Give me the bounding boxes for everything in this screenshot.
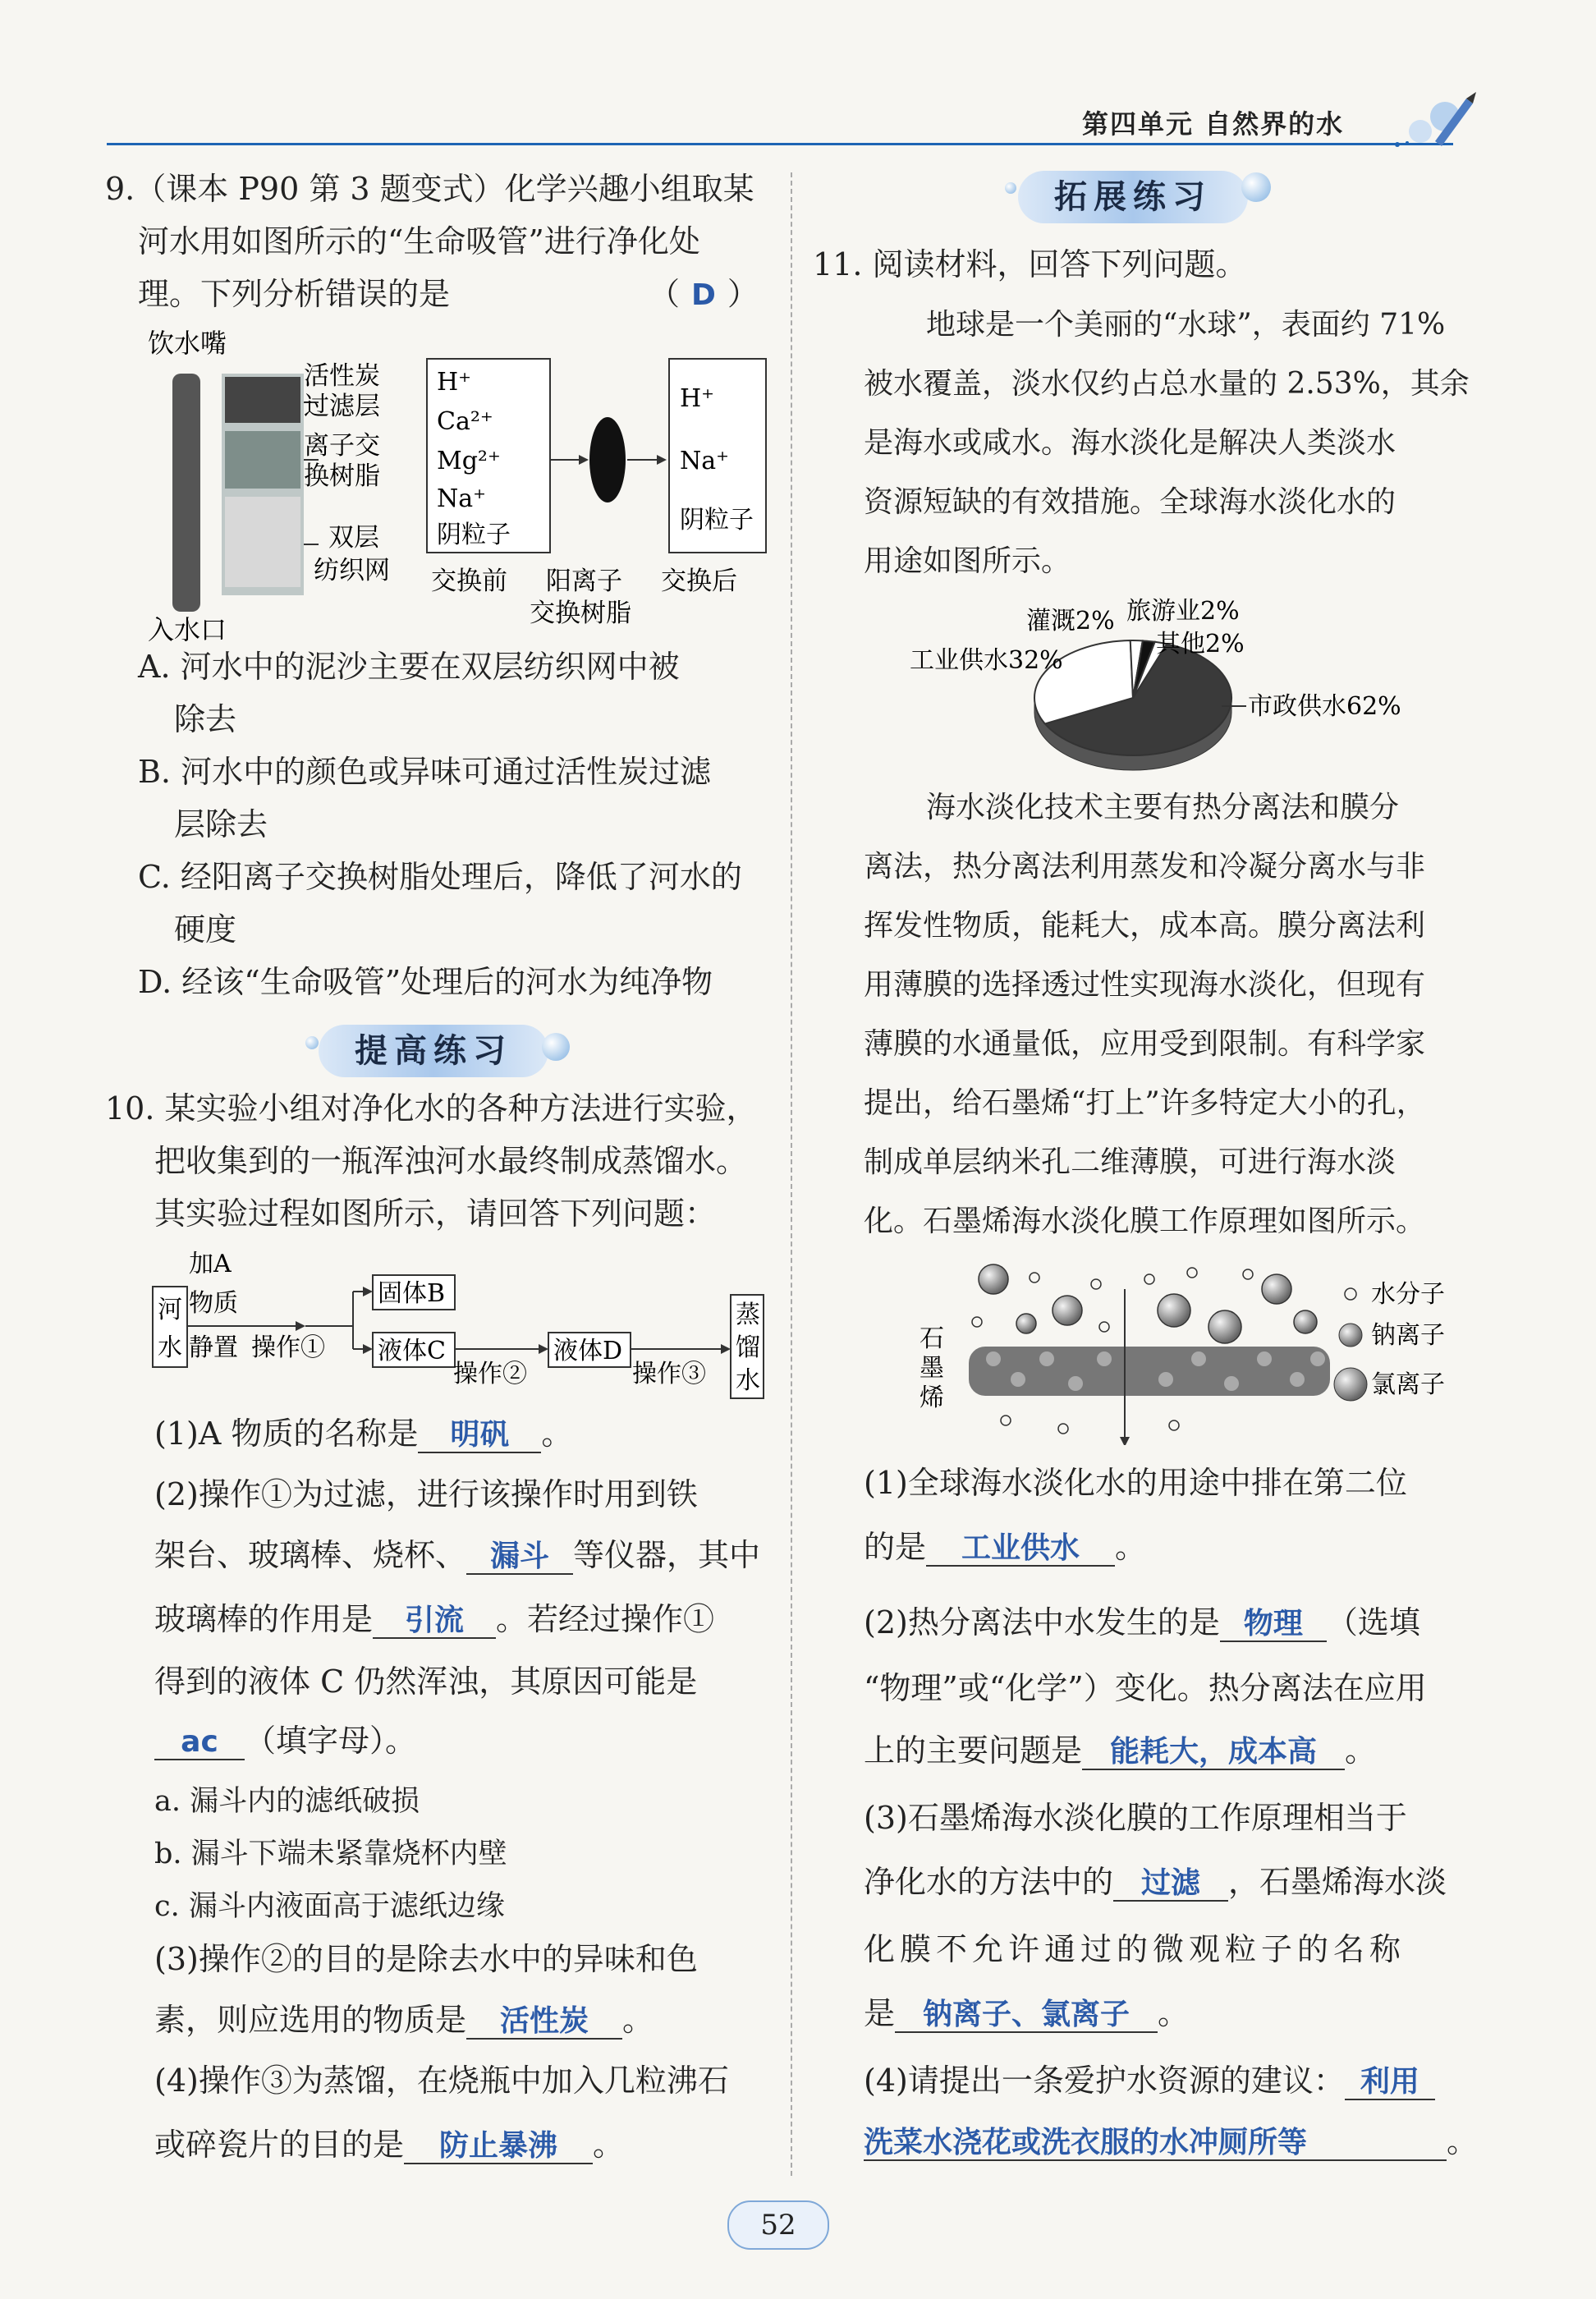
page-number-badge: [727, 2200, 829, 2250]
q11-a2-answer-1: 物理: [1243, 1607, 1303, 1641]
q9-line-1: 9.（课本 P90 第 3 题变式）化学兴趣小组取某: [105, 171, 754, 207]
q11-a1-l1: (1)全球海水淡化水的用途中排在第二位: [864, 1465, 1407, 1501]
q10-p2-answer-3: ac: [181, 1725, 218, 1759]
q11-a1-l2: [864, 1527, 1146, 1567]
q11-para1-l1: 地球是一个美丽的“水球”，表面约 71%: [926, 308, 1446, 342]
q10-p2-l3-end: 。若经过操作①: [496, 1601, 715, 1637]
water-inlet-label: 入水口: [148, 614, 227, 645]
q10-choice-b: b. 漏斗下端未紧靠烧杯内壁: [154, 1838, 507, 1870]
flow-liquid-c: 液体C: [378, 1337, 446, 1365]
label-irrigation: 灌溉2%: [1026, 607, 1115, 636]
caption-before: 交换前: [431, 567, 507, 596]
q11-para2-l4: 用薄膜的选择透过性实现海水淡化，但现有: [864, 968, 1426, 1002]
q10-p3-answer: 活性炭: [500, 2004, 589, 2038]
caption-after: 交换后: [661, 567, 737, 596]
ion-na: Na⁺: [437, 484, 486, 513]
mesh-layer: [225, 497, 300, 587]
q9-option-c: C. 经阳离子交换树脂处理后，降低了河水的: [138, 859, 742, 895]
bubble-deco: [1005, 182, 1016, 194]
q10-p3-end: 。: [622, 2002, 654, 2038]
q11-a3-l2: [864, 1862, 1447, 1902]
after-ion-na: Na⁺: [680, 447, 729, 475]
label-ion-exchange: 离子交: [304, 431, 380, 461]
drinking-mouth-label: 饮水嘴: [148, 328, 227, 359]
chloride-legend-icon: [1334, 1368, 1367, 1401]
graphene-char-2: 墨: [920, 1354, 944, 1383]
graphene-membrane-figure: [903, 1256, 1478, 1445]
anion-before: 阴粒子: [437, 521, 511, 549]
flow-distilled-1: 蒸: [736, 1301, 760, 1329]
q9-answer-bracket: [649, 274, 759, 315]
q11-para2-l5: 薄膜的水通量低，应用受到限制。有科学家: [864, 1027, 1426, 1061]
q11-para2-l1: 海水淡化技术主要有热分离法和膜分: [926, 791, 1400, 824]
q11-a4-answer-part2: 洗菜水浇花或洗衣服的水冲厕所等: [864, 2126, 1308, 2159]
q10-line-1: 10. 某实验小组对净化水的各种方法进行实验，: [105, 1090, 758, 1127]
section-improve: 提高练习: [319, 1025, 548, 1077]
q11-para1-l4: 资源短缺的有效措施。全球海水淡化水的: [864, 485, 1396, 519]
header-rule: [107, 143, 1453, 145]
q10-p2-l1: (2)操作①为过滤，进行该操作时用到铁: [154, 1476, 698, 1512]
pen-decoration-icon: [1387, 74, 1478, 156]
q10-p3-text: 素，则应选用的物质是: [154, 2002, 467, 2038]
q10-choice-c: c. 漏斗内液面高于滤纸边缘: [154, 1890, 505, 1923]
q10-p1-answer: 明矾: [450, 1418, 510, 1452]
legend-water: 水分子: [1371, 1280, 1445, 1309]
q11-a2-l1-end: （选填: [1326, 1604, 1420, 1641]
q11-a2-l1: [864, 1603, 1420, 1642]
q9-option-a-cont: 除去: [174, 701, 237, 737]
q11-para1-l5: 用途如图所示。: [864, 544, 1071, 578]
flow-still: 静置: [189, 1333, 238, 1362]
flow-add-a: 加A: [189, 1250, 232, 1278]
q11-a3-end: 。: [1158, 1995, 1190, 2031]
graphene-char-3: 烯: [920, 1384, 944, 1412]
purification-flowchart: [148, 1244, 772, 1400]
label-resin: 换树脂: [304, 461, 380, 491]
label-other: 其他2%: [1156, 630, 1245, 658]
q11-a1-end: 。: [1115, 1529, 1147, 1565]
q11-a4-text: (4)请提出一条爱护水资源的建议：: [864, 2063, 1345, 2099]
q10-p2-l2: [154, 1535, 760, 1575]
q10-p2-answer-2: 引流: [405, 1604, 465, 1637]
q10-p1-text: (1)A 物质的名称是: [154, 1416, 419, 1452]
q11-para1-l3: 是海水或咸水。海水淡化是解决人类淡水: [864, 426, 1396, 460]
q11-a3-answer-1: 过滤: [1141, 1866, 1201, 1900]
flow-river-2: 水: [158, 1333, 182, 1362]
q11-para2-l2: 离法，热分离法利用蒸发和冷凝分离水与非: [864, 850, 1426, 883]
column-divider: [791, 172, 792, 2176]
carbon-layer: [225, 377, 300, 423]
q11-para2-l6: 提出，给石墨烯“打上”许多特定大小的孔，: [864, 1086, 1426, 1120]
q10-line-3: 其实验过程如图所示，请回答下列问题：: [154, 1195, 717, 1232]
flow-river-1: 河: [158, 1296, 182, 1324]
legend-sodium: 钠离子: [1371, 1321, 1445, 1350]
q10-p2-l3-text: 玻璃棒的作用是: [154, 1601, 374, 1637]
q10-p4-end: 。: [593, 2127, 625, 2163]
bubble-deco: [305, 1036, 319, 1049]
q9-option-c-cont: 硬度: [174, 911, 237, 948]
q10-line-2: 把收集到的一瓶浑浊河水最终制成蒸馏水。: [154, 1143, 748, 1179]
q11-a3-l3: 化膜不允许通过的微观粒子的名称: [864, 1931, 1406, 1967]
q9-option-a: A. 河水中的泥沙主要在双层纺织网中被: [138, 649, 680, 685]
label-tourism: 旅游业2%: [1126, 597, 1240, 626]
flow-liquid-d: 液体D: [553, 1337, 623, 1365]
q10-p2-l3: [154, 1599, 714, 1639]
q10-p2-l2-end: 等仪器，其中: [573, 1537, 761, 1573]
q11-a4-l2: [864, 2122, 1478, 2161]
q9-paren-close: ）: [727, 276, 759, 312]
q11-a1-answer: 工业供水: [961, 1531, 1080, 1565]
q10-p4-answer: 防止暴沸: [439, 2129, 558, 2163]
desalination-use-pie-chart: [903, 591, 1478, 780]
q10-choice-a: a. 漏斗内的滤纸破损: [154, 1785, 420, 1818]
q10-p3-l2: [154, 2000, 654, 2040]
q11-a2-answer-2: 能耗大，成本高: [1110, 1735, 1318, 1769]
q9-line-3: 理。下列分析错误的是: [138, 276, 451, 312]
q11-a3-answer-2: 钠离子、氯离子: [923, 1998, 1130, 2031]
bubble-deco: [1241, 172, 1271, 202]
caption-resin-1: 阳离子: [546, 567, 622, 596]
q11-a3-l4: [864, 1994, 1189, 2033]
q11-a1-text: 的是: [864, 1529, 927, 1565]
q10-p4-text: 或碎瓷片的目的是: [154, 2127, 405, 2163]
legend-chloride: 氯离子: [1371, 1370, 1445, 1399]
graphene-sheet: [969, 1347, 1330, 1396]
q11-a4-answer-part1: 利用: [1360, 2065, 1419, 2099]
label-industry: 工业供水32%: [910, 646, 1063, 675]
label-activated-carbon: 活性炭: [304, 361, 380, 391]
q11-a3-text: 净化水的方法中的: [864, 1864, 1114, 1900]
q11-para2-l7: 制成单层纳米孔二维薄膜，可进行海水淡: [864, 1145, 1396, 1179]
water-molecule-legend-icon: [1345, 1288, 1356, 1300]
q10-p2-l5-end: （填字母）。: [245, 1723, 417, 1759]
ion-mg: Mg²⁺: [437, 447, 501, 475]
q11-para1-l2: 被水覆盖，淡水仅约占总水量的 2.53%，其余: [864, 367, 1470, 401]
q9-answer: D: [691, 278, 716, 312]
q9-line-2: 河水用如图所示的“生命吸管”进行净化处: [138, 223, 700, 259]
ion-ca: Ca²⁺: [437, 407, 493, 436]
q11-intro: 11. 阅读材料，回答下列问题。: [813, 246, 1247, 282]
label-municipal: 市政供水62%: [1248, 692, 1401, 721]
q11-para2-l3: 挥发性物质，能耗大，成本高。膜分离法利: [864, 909, 1426, 943]
anion-after: 阴粒子: [680, 506, 754, 535]
resin-layer: [225, 431, 300, 489]
q9-paren-open: （: [649, 276, 681, 312]
straw-tube: [172, 374, 200, 612]
q10-p4-l1: (4)操作③为蒸馏，在烧瓶中加入几粒沸石: [154, 2063, 729, 2099]
flow-op1: 操作①: [251, 1333, 325, 1362]
q11-para2-l8: 化。石墨烯海水淡化膜工作原理如图所示。: [864, 1205, 1426, 1238]
q11-a2-l3: [864, 1731, 1376, 1770]
q10-p2-answer-1: 漏斗: [490, 1540, 550, 1573]
flow-op3: 操作③: [632, 1360, 706, 1388]
q9-option-d: D. 经该“生命吸管”处理后的河水为纯净物: [138, 964, 713, 1000]
q11-a4-l1: [864, 2061, 1435, 2100]
graphene-char-1: 石: [920, 1324, 944, 1353]
q10-p2-l4: 得到的液体 C 仍然浑浊，其原因可能是: [154, 1663, 698, 1700]
q11-a2-text: (2)热分离法中水发生的是: [864, 1604, 1220, 1641]
label-woven-mesh: 纺织网: [314, 556, 390, 585]
q10-p2-l2-text: 架台、玻璃棒、烧杯、: [154, 1537, 467, 1573]
q9-option-b: B. 河水中的颜色或异味可通过活性炭过滤: [138, 754, 712, 790]
q11-a4-end: 。: [1447, 2123, 1479, 2159]
q11-a2-l2: “物理”或“化学”）变化。热分离法在应用: [864, 1670, 1427, 1706]
ion-h: H⁺: [437, 368, 471, 397]
flow-distilled-2: 馏: [736, 1333, 760, 1362]
q10-p1-end: 。: [541, 1416, 573, 1452]
q10-p1: [154, 1414, 572, 1453]
q11-a2-l3-text: 上的主要问题是: [864, 1732, 1083, 1769]
caption-resin-2: 交换树脂: [530, 599, 631, 628]
q11-a3-l4-text: 是: [864, 1995, 896, 2031]
flow-distilled-3: 水: [736, 1366, 760, 1395]
q11-a2-l3-end: 。: [1345, 1732, 1377, 1769]
flow-solid-b: 固体B: [378, 1279, 446, 1308]
q10-p2-l5: [154, 1721, 416, 1760]
sodium-legend-icon: [1339, 1324, 1362, 1347]
flow-substance: 物质: [189, 1289, 238, 1318]
q11-a3-l2-end: ，石墨烯海水淡: [1228, 1864, 1447, 1900]
bubble-deco: [542, 1033, 570, 1061]
q10-p3-l1: (3)操作②的目的是除去水中的异味和色: [154, 1941, 698, 1977]
q11-a3-l1: (3)石墨烯海水淡化膜的工作原理相当于: [864, 1800, 1407, 1836]
unit-title: 第四单元 自然界的水: [1082, 108, 1345, 140]
q9-option-b-cont: 层除去: [174, 806, 268, 842]
section-extend: 拓展练习: [1018, 171, 1248, 223]
label-filter-layer: 过滤层: [304, 392, 380, 421]
q10-p4-l2: [154, 2125, 624, 2164]
label-double-layer: 双层: [328, 523, 379, 553]
resin-ellipse: [589, 417, 626, 502]
life-straw-figure: [131, 324, 772, 645]
flow-op2: 操作②: [453, 1360, 527, 1388]
page-number: 52: [760, 2209, 796, 2242]
after-ion-h: H⁺: [680, 384, 714, 413]
